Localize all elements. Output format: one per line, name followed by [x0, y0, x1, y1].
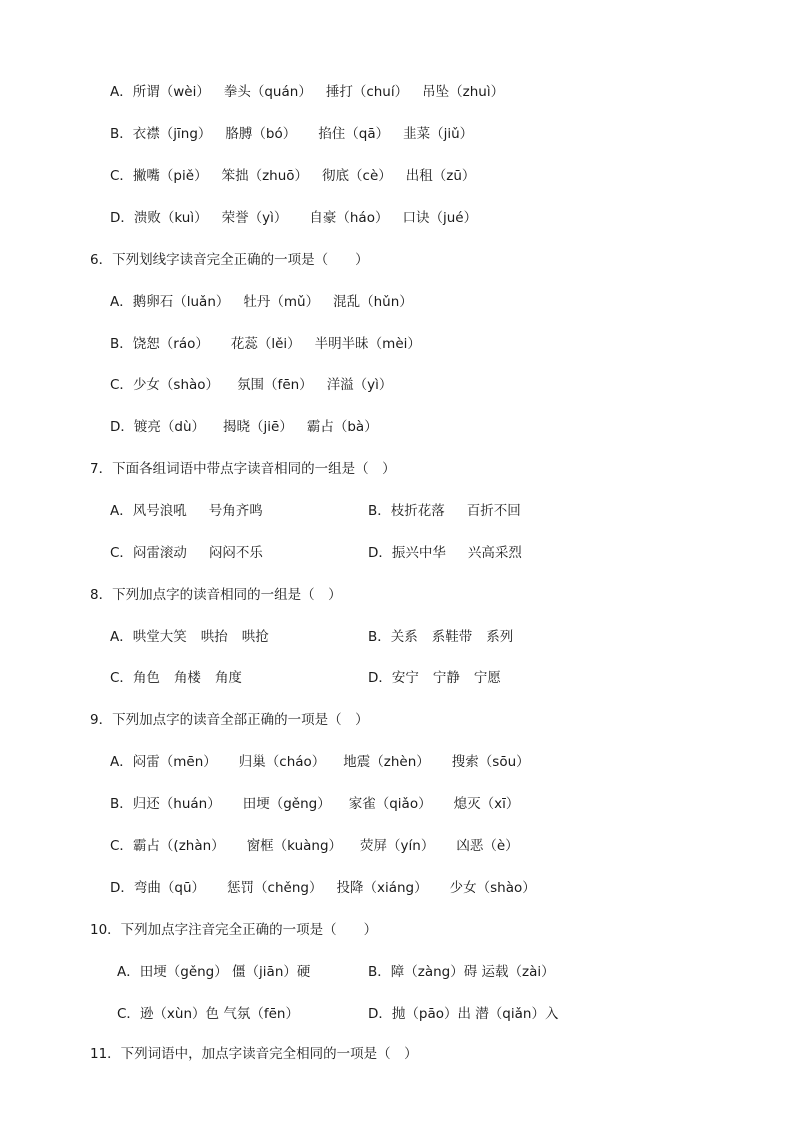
q5-option-d: D．溃败（kuì） 荣誉（yì） 自豪（háo） 口诀（jué）: [110, 210, 478, 226]
q7-option-a: A．风号浪吼 号角齐鸣: [110, 503, 263, 519]
q9-option-d: D．弯曲（qū） 惩罚（chěng） 投降（xiáng） 少女（shào）: [110, 880, 536, 896]
q6-option-d: D．镀亮（dù） 揭晓（jiē） 霸占（bà）: [110, 419, 378, 435]
q5-option-b: B．衣襟（jīng） 胳膊（bó） 掐住（qā） 韭菜（jiǔ）: [110, 126, 474, 142]
q10-option-d: D．抛（pāo）出 潜（qiǎn）入: [368, 1006, 559, 1022]
q10-option-c: C．逊（xùn）色 气氛（fēn）: [117, 1006, 299, 1022]
q10-stem: 10．下列加点字注音完全正确的一项是（ ）: [90, 922, 378, 938]
q5-option-a: A．所谓（wèi） 拳头（quán） 捶打（chuí） 吊坠（zhuì）: [110, 84, 505, 100]
q10-option-a: A．田埂（gěng） 僵（jiān）硬: [117, 964, 311, 980]
q7-option-d: D．振兴中华 兴高采烈: [368, 545, 522, 561]
q9-option-b: B．归还（huán） 田埂（gěng） 家雀（qiǎo） 熄灭（xī）: [110, 796, 520, 812]
q8-option-c: C．角色 角楼 角度: [110, 670, 242, 686]
q8-option-a: A．哄堂大笑 哄抬 哄抢: [110, 629, 269, 645]
q8-option-b: B．关系 系鞋带 系列: [368, 629, 514, 645]
q7-option-b: B．枝折花落 百折不回: [368, 503, 521, 519]
q11-stem: 11．下列词语中，加点字读音完全相同的一项是（ ）: [90, 1046, 418, 1062]
q10-option-b: B．障（zàng）碍 运载（zài）: [368, 964, 555, 980]
q9-stem: 9．下列加点字的读音全部正确的一项是（ ）: [90, 712, 369, 728]
q6-option-c: C．少女（shào） 氛围（fēn） 洋溢（yì）: [110, 377, 393, 393]
q9-option-a: A．闷雷（mēn） 归巢（cháo） 地震（zhèn） 搜索（sōu）: [110, 754, 530, 770]
q6-stem: 6．下列划线字读音完全正确的一项是（ ）: [90, 252, 369, 268]
q8-option-d: D．安宁 宁静 宁愿: [368, 670, 501, 686]
q7-option-c: C．闷雷滚动 闷闷不乐: [110, 545, 263, 561]
q9-option-c: C．霸占（(zhàn） 窗框（kuàng） 荧屏（yín） 凶恶（è）: [110, 838, 519, 854]
q5-option-c: C．撇嘴（piě） 笨拙（zhuō） 彻底（cè） 出租（zū）: [110, 168, 476, 184]
q6-option-a: A．鹅卵石（luǎn） 牡丹（mǔ） 混乱（hǔn）: [110, 294, 413, 310]
q8-stem: 8．下列加点字的读音相同的一组是（ ）: [90, 587, 342, 603]
q6-option-b: B．饶恕（ráo） 花蕊（lěi） 半明半昧（mèi）: [110, 336, 421, 352]
q7-stem: 7．下面各组词语中带点字读音相同的一组是（ ）: [90, 461, 396, 477]
